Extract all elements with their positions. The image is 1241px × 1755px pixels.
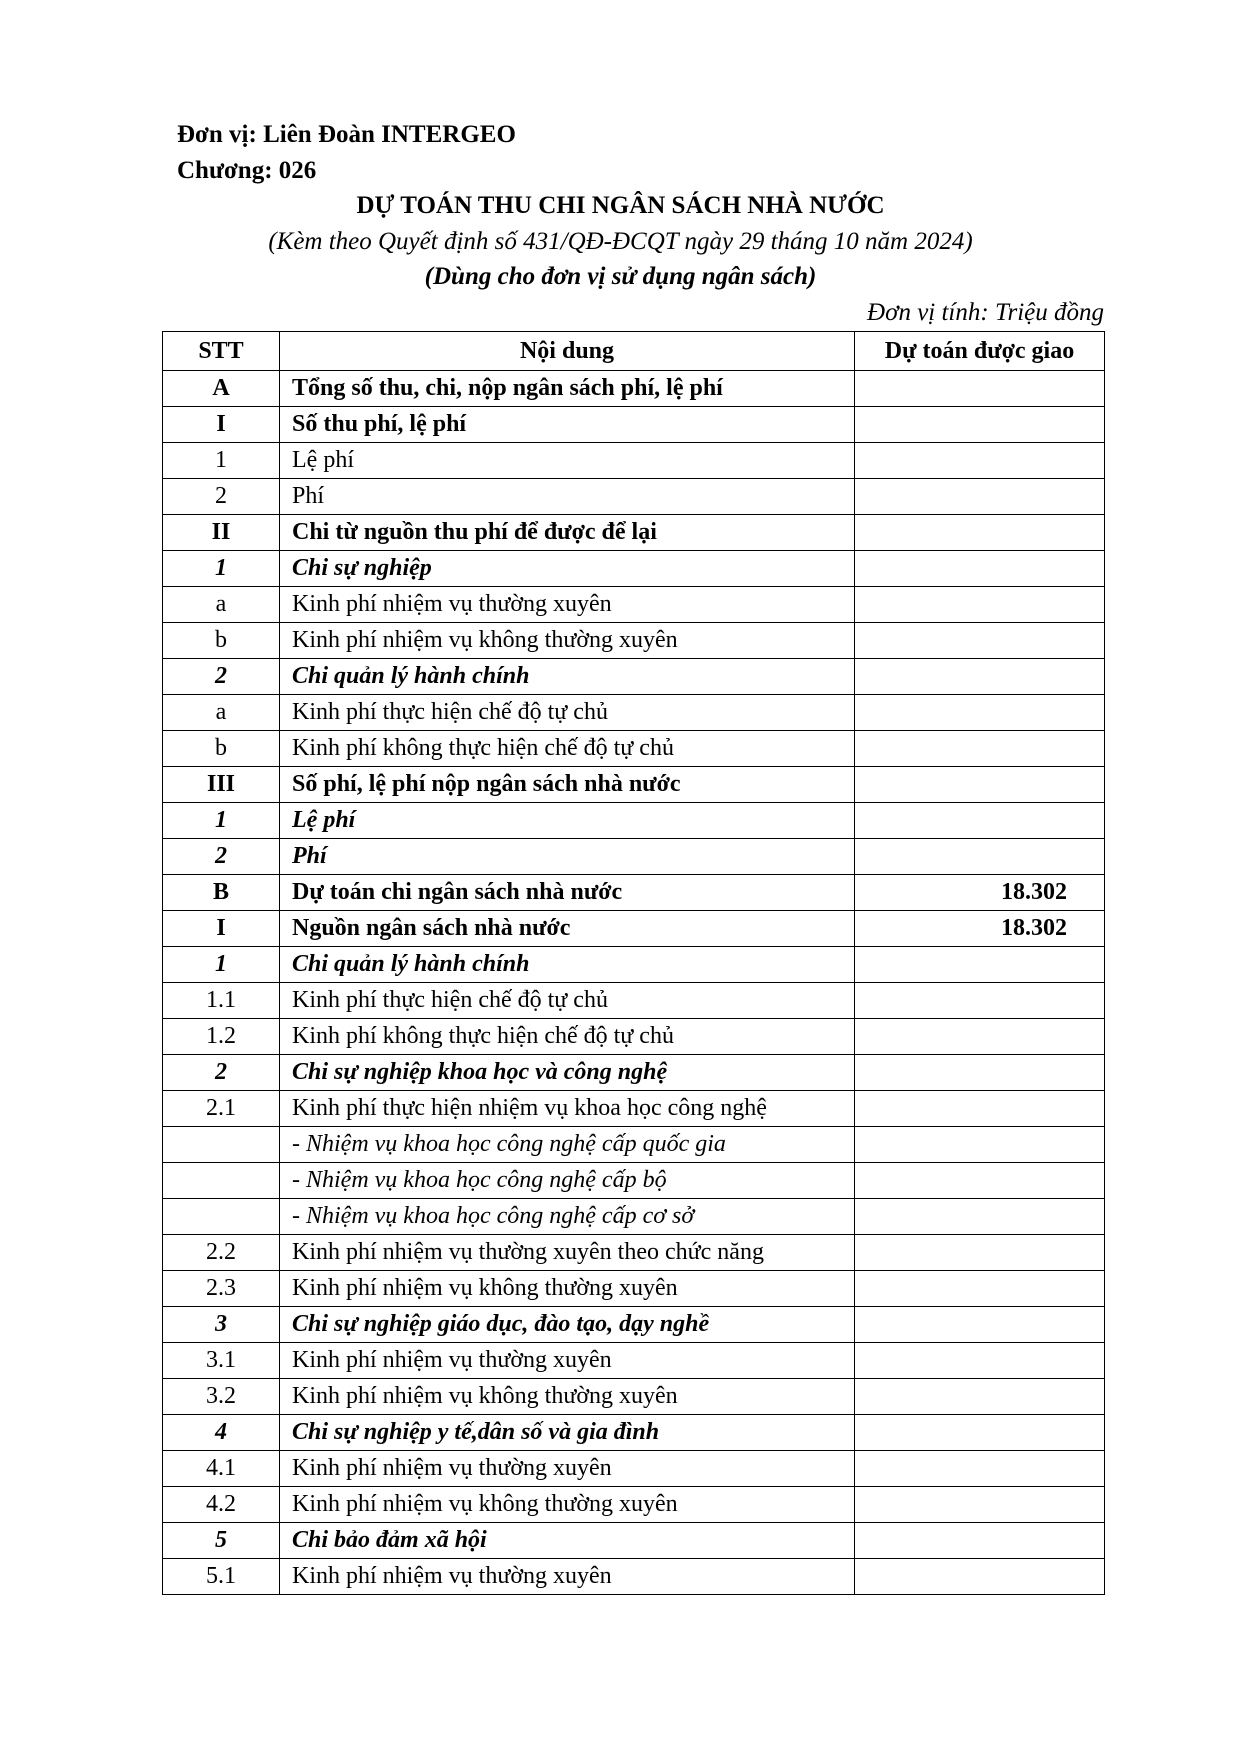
row-value-cell [855, 1487, 1105, 1523]
column-header-value: Dự toán được giao [855, 332, 1105, 371]
row-value-cell [855, 515, 1105, 551]
row-content-cell: Dự toán chi ngân sách nhà nước [280, 875, 855, 911]
currency-unit-note: Đơn vị tính: Triệu đồng [867, 299, 1104, 326]
row-stt-cell: 5 [163, 1523, 280, 1559]
row-value-cell [855, 1343, 1105, 1379]
row-value-cell [855, 1271, 1105, 1307]
row-content-cell: Kinh phí không thực hiện chế độ tự chủ [280, 1019, 855, 1055]
row-content-cell: Phí [280, 839, 855, 875]
table-row [163, 1091, 1105, 1127]
row-stt-cell: B [163, 875, 280, 911]
row-stt-cell: II [163, 515, 280, 551]
row-stt-cell: 2.2 [163, 1235, 280, 1271]
row-content-cell: Kinh phí nhiệm vụ thường xuyên [280, 1343, 855, 1379]
table-row [163, 371, 1105, 407]
unit-name: Đơn vị: Liên Đoàn INTERGEO [177, 121, 516, 148]
row-stt-cell: 2.1 [163, 1091, 280, 1127]
table-header-row [163, 332, 1105, 371]
table-row [163, 875, 1105, 911]
budget-table [162, 331, 1105, 1595]
row-stt-cell: 4 [163, 1415, 280, 1451]
row-stt-cell: 5.1 [163, 1559, 280, 1595]
row-value-cell [855, 1019, 1105, 1055]
row-value-cell [855, 407, 1105, 443]
table-row [163, 911, 1105, 947]
row-content-cell: Lệ phí [280, 803, 855, 839]
document-subtitle: (Kèm theo Quyết định số 431/QĐ-ĐCQT ngày 29 tháng 10 năm 2024) [268, 228, 973, 255]
row-content-cell: Chi quản lý hành chính [280, 947, 855, 983]
row-stt-cell: b [163, 731, 280, 767]
table-row [163, 983, 1105, 1019]
row-stt-cell: 2 [163, 659, 280, 695]
row-content-cell: Kinh phí nhiệm vụ thường xuyên [280, 1451, 855, 1487]
row-content-cell: Chi từ nguồn thu phí để được để lại [280, 515, 855, 551]
table-row [163, 1235, 1105, 1271]
row-stt-cell: a [163, 587, 280, 623]
row-content-cell: Kinh phí thực hiện nhiệm vụ khoa học công nghệ [280, 1091, 855, 1127]
table-row [163, 947, 1105, 983]
row-value-cell [855, 371, 1105, 407]
table-row [163, 803, 1105, 839]
table-row [163, 1019, 1105, 1055]
row-stt-cell: 3.2 [163, 1379, 280, 1415]
row-content-cell: Lệ phí [280, 443, 855, 479]
row-content-cell: Chi sự nghiệp y tế,dân số và gia đình [280, 1415, 855, 1451]
row-value-cell [855, 1559, 1105, 1595]
table-row [163, 1343, 1105, 1379]
row-content-cell: Chi bảo đảm xã hội [280, 1523, 855, 1559]
row-value-cell [855, 1415, 1105, 1451]
table-row [163, 587, 1105, 623]
row-content-cell: Kinh phí thực hiện chế độ tự chủ [280, 695, 855, 731]
row-value-cell [855, 983, 1105, 1019]
row-stt-cell: 1 [163, 947, 280, 983]
row-value-cell [855, 1091, 1105, 1127]
chapter-code: Chương: 026 [177, 157, 317, 184]
row-content-cell: Kinh phí nhiệm vụ không thường xuyên [280, 623, 855, 659]
row-stt-cell: III [163, 767, 280, 803]
row-value-cell [855, 947, 1105, 983]
row-stt-cell: 3 [163, 1307, 280, 1343]
table-row [163, 1523, 1105, 1559]
row-stt-cell [163, 1163, 280, 1199]
row-value-cell [855, 479, 1105, 515]
row-stt-cell: 2.3 [163, 1271, 280, 1307]
row-value-cell [855, 767, 1105, 803]
row-value-cell: 18.302 [855, 875, 1105, 911]
row-content-cell: Chi sự nghiệp giáo dục, đào tạo, dạy nghề [280, 1307, 855, 1343]
row-value-cell [855, 623, 1105, 659]
row-content-cell: Kinh phí nhiệm vụ không thường xuyên [280, 1271, 855, 1307]
table-row [163, 1487, 1105, 1523]
row-stt-cell: 1 [163, 803, 280, 839]
row-value-cell [855, 1307, 1105, 1343]
row-content-cell: Kinh phí nhiệm vụ không thường xuyên [280, 1379, 855, 1415]
table-row [163, 1127, 1105, 1163]
row-stt-cell [163, 1127, 280, 1163]
row-stt-cell: 2 [163, 1055, 280, 1091]
row-content-cell: Nguồn ngân sách nhà nước [280, 911, 855, 947]
document-title: DỰ TOÁN THU CHI NGÂN SÁCH NHÀ NƯỚC [356, 192, 885, 219]
row-value-cell [855, 1163, 1105, 1199]
row-content-cell: Kinh phí nhiệm vụ thường xuyên [280, 1559, 855, 1595]
row-stt-cell: 1.2 [163, 1019, 280, 1055]
row-stt-cell: 4.2 [163, 1487, 280, 1523]
row-stt-cell: I [163, 407, 280, 443]
row-content-cell: Kinh phí nhiệm vụ thường xuyên theo chức năng [280, 1235, 855, 1271]
table-row [163, 1271, 1105, 1307]
row-content-cell: Phí [280, 479, 855, 515]
row-value-cell [855, 1523, 1105, 1559]
row-content-cell: Kinh phí thực hiện chế độ tự chủ [280, 983, 855, 1019]
table-row [163, 443, 1105, 479]
row-content-cell: Kinh phí không thực hiện chế độ tự chủ [280, 731, 855, 767]
table-row [163, 1415, 1105, 1451]
column-header-content: Nội dung [280, 332, 855, 371]
table-row [163, 1199, 1105, 1235]
row-content-cell: Kinh phí nhiệm vụ thường xuyên [280, 587, 855, 623]
row-value-cell [855, 695, 1105, 731]
row-value-cell [855, 551, 1105, 587]
row-stt-cell: 1 [163, 551, 280, 587]
row-content-cell: - Nhiệm vụ khoa học công nghệ cấp cơ sở [280, 1199, 855, 1235]
table-row [163, 515, 1105, 551]
column-header-stt: STT [163, 332, 280, 371]
row-content-cell: Kinh phí nhiệm vụ không thường xuyên [280, 1487, 855, 1523]
document-usage-note: (Dùng cho đơn vị sử dụng ngân sách) [424, 263, 817, 290]
row-content-cell: Chi quản lý hành chính [280, 659, 855, 695]
table-row [163, 767, 1105, 803]
row-stt-cell: a [163, 695, 280, 731]
row-value-cell [855, 587, 1105, 623]
row-content-cell: Chi sự nghiệp [280, 551, 855, 587]
row-value-cell [855, 731, 1105, 767]
row-content-cell: Chi sự nghiệp khoa học và công nghệ [280, 1055, 855, 1091]
table-row [163, 659, 1105, 695]
row-value-cell [855, 839, 1105, 875]
table-row [163, 1379, 1105, 1415]
row-value-cell [855, 1055, 1105, 1091]
table-body [163, 371, 1105, 1595]
table-row [163, 1451, 1105, 1487]
table-row [163, 623, 1105, 659]
row-stt-cell [163, 1199, 280, 1235]
row-stt-cell: 4.1 [163, 1451, 280, 1487]
row-stt-cell: 1.1 [163, 983, 280, 1019]
row-value-cell [855, 803, 1105, 839]
row-value-cell [855, 443, 1105, 479]
row-content-cell: Tổng số thu, chi, nộp ngân sách phí, lệ phí [280, 371, 855, 407]
row-value-cell: 18.302 [855, 911, 1105, 947]
table-row [163, 731, 1105, 767]
table-row [163, 1307, 1105, 1343]
table-row [163, 1055, 1105, 1091]
row-stt-cell: 2 [163, 839, 280, 875]
table-row [163, 695, 1105, 731]
row-value-cell [855, 659, 1105, 695]
table-row [163, 839, 1105, 875]
row-stt-cell: b [163, 623, 280, 659]
row-stt-cell: A [163, 371, 280, 407]
row-content-cell: - Nhiệm vụ khoa học công nghệ cấp quốc gia [280, 1127, 855, 1163]
row-stt-cell: 3.1 [163, 1343, 280, 1379]
row-content-cell: Số thu phí, lệ phí [280, 407, 855, 443]
row-stt-cell: I [163, 911, 280, 947]
table-row [163, 407, 1105, 443]
row-content-cell: - Nhiệm vụ khoa học công nghệ cấp bộ [280, 1163, 855, 1199]
row-stt-cell: 2 [163, 479, 280, 515]
row-value-cell [855, 1235, 1105, 1271]
row-stt-cell: 1 [163, 443, 280, 479]
row-value-cell [855, 1199, 1105, 1235]
row-content-cell: Số phí, lệ phí nộp ngân sách nhà nước [280, 767, 855, 803]
table-row [163, 1163, 1105, 1199]
row-value-cell [855, 1451, 1105, 1487]
row-value-cell [855, 1127, 1105, 1163]
table-row [163, 551, 1105, 587]
row-value-cell [855, 1379, 1105, 1415]
table-row [163, 479, 1105, 515]
table-row [163, 1559, 1105, 1595]
